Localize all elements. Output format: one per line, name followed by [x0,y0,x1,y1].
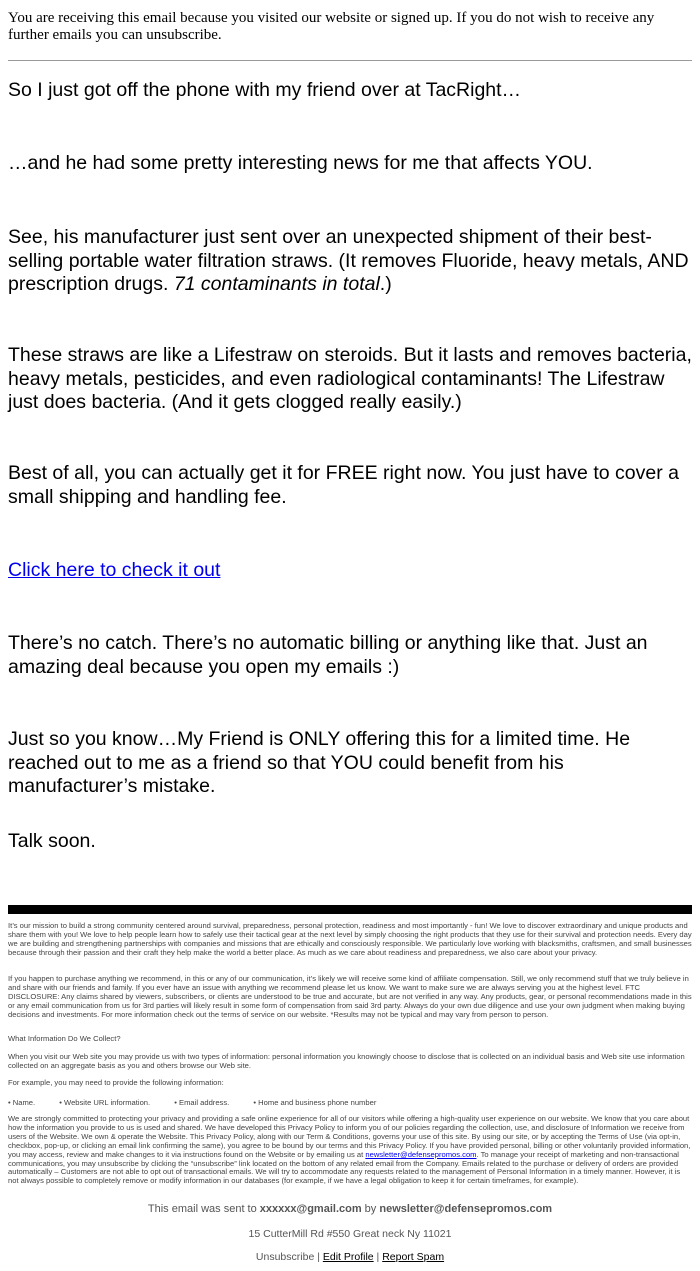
link-separator-2: | [373,1251,383,1263]
body-paragraph-1: So I just got off the phone with my friend over at TacRight… [8,79,522,101]
link-separator-1: | [314,1251,323,1263]
header-divider [8,60,692,61]
bullet-email: • Email address. [174,1098,230,1107]
sender-address: 15 CutterMill Rd #550 Great neck Ny 11021 [248,1228,452,1240]
footer-example-line: For example, you may need to provide the following information: [8,1078,224,1087]
p3-text-start: See, his manufacturer just sent over an unexpected shipment of their best-selling portable water filtration straws. (It removes Fluoride, heavy metals, AND prescription drugs. [8,226,689,295]
footer-privacy-text [8,1115,692,1186]
footer-mission-text: It’s our mission to build a strong community centered around survival, preparedness, personal protection, readiness and most importantly - fun! We love to discover extraordinary and unique products and share them with you! We love to help people learn how to safely use their tactical gear at the next level by simply choosing the right products that they use for their survival and protection needs. Every day we are building and strengthening partnerships with companies and missions that are ethically and consciously responsible. We particularly love working with blacksmiths, craftsmen, and small businesses because through their passion and their craft they help make the world a better place. As much as we care about readiness and preparedness, we also care about your privacy. [8,921,692,957]
p3-italic-text: 71 contaminants in total [173,273,380,295]
body-paragraph-4: These straws are like a Lifestraw on steroids. But it lasts and removes bacteria, heavy metals, pesticides, and even radiological contaminants! The Lifestraw just does bacteria. (And it gets clogged really easily.) [8,344,692,413]
footer-affiliate-text: If you happen to purchase anything we recommend, in this or any of our communication, it’s likely we will receive some kind of affiliate compensation. Still, we only recommend stuff that we truly believe in and share with our friends and family. If you ever have an issue with anything we recommend please let us know. We want to make sure we are always serving you at the highest level. FTC DISCLOSURE: Any claims shared by viewers, subscribers, or clients are understood to be true and accurate, but are not verified in any way. Any products, gear, or personal recommendations made in this or any email communication from us for 3rd parties will likely result in some form of compensation from said 3rd party. Always do your own due diligence and use your own judgment when making buying decisions and investments. For more information check out the terms of service on our website. *Results may not be typical and may vary from person to person. [8,974,692,1019]
bullet-phone: • Home and business phone number [253,1098,377,1107]
preheader-text: You are receiving this email because you visited our website or signed up. If you do not wish to receive any further emails you can unsubscribe. [8,10,655,43]
cta-paragraph [8,559,692,583]
sent-by-word: by [361,1203,380,1215]
body-paragraph-6: There’s no catch. There’s no automatic billing or anything like that. Just an amazing deal because you open my emails :) [8,632,648,678]
p3-text-end: .) [379,273,392,295]
privacy-text-end: . To manage your receipt of marketing and non-transactional communications, you may unsubscribe by clicking the “unsubscribe” link located on the bottom of any related email from the Company. Emails related to the purchase or delivery of orders are provided automatically – Customers are not able to opt out of transactional emails. We will try to accommodate any requests related to the management of Personal Information in a timely manner. However, it is not always possible to completely remove or modify information in our databases (for example, if we have a legal obligation to keep it for certain timeframes, for example). [8,1149,681,1186]
recipient-email: xxxxxx@gmail.com [259,1203,362,1215]
body-paragraph-8: Talk soon. [8,830,96,852]
sender-email: newsletter@defensepromos.com [379,1203,553,1215]
privacy-text-start: We are strongly committed to protecting your privacy and providing a safe online experience for all of our visitors while offering a high-quality user experience on our website. We know that you care about how the information you provide to us is used and shared. We have developed this Privacy Policy to inform you of our policies regarding the collection, use, and disclosure of Information we receive from users of the Website. We own & operate the Website. This Privacy Policy, along with our Term & Conditions, governs your use of this site. By using our site, or by accepting the Terms of Use (via opt-in, checkbox, pop-up, or clicking an email link confirming the same), you agree to be bound by our terms and this Privacy Policy. If you have provided personal, billing or other voluntarily provided information, you may access, review and make changes to it via instructions found on the Website or by emailing us at [8,1114,691,1159]
footer-info-heading: What Information Do We Collect? [8,1034,121,1043]
footer-info-bullets [8,1098,692,1107]
body-paragraph-5: Best of all, you can actually get it for FREE right now. You just have to cover a small shipping and handling fee. [8,462,679,508]
body-paragraph-3 [8,226,692,297]
sent-to-line [0,1203,700,1216]
unsubscribe-link[interactable]: Unsubscribe [255,1251,315,1263]
edit-profile-link[interactable]: Edit Profile [322,1251,374,1263]
body-paragraph-7: Just so you know…My Friend is ONLY offering this for a limited time. He reached out to me as a friend so that YOU could benefit from his manufacturer’s mistake. [8,728,631,797]
body-paragraph-2: …and he had some pretty interesting news for me that affects YOU. [8,152,593,174]
footer-links [0,1251,700,1264]
report-spam-link[interactable]: Report Spam [382,1251,445,1263]
footer-info-intro: When you visit our Web site you may provide us with two types of information: personal information you knowingly choose to disclose that is collected on an individual basis and Web site use information collected on an aggregate basis as you and others browse our Web site. [8,1052,685,1070]
bullet-website-url: • Website URL information. [59,1098,151,1107]
cta-link[interactable]: Click here to check it out [8,559,221,581]
sent-prefix: This email was sent to [147,1203,260,1215]
privacy-email-link[interactable]: newsletter@defensepromos.com [365,1149,477,1159]
footer-divider-bar [8,905,692,914]
bullet-name: • Name. [8,1098,36,1107]
